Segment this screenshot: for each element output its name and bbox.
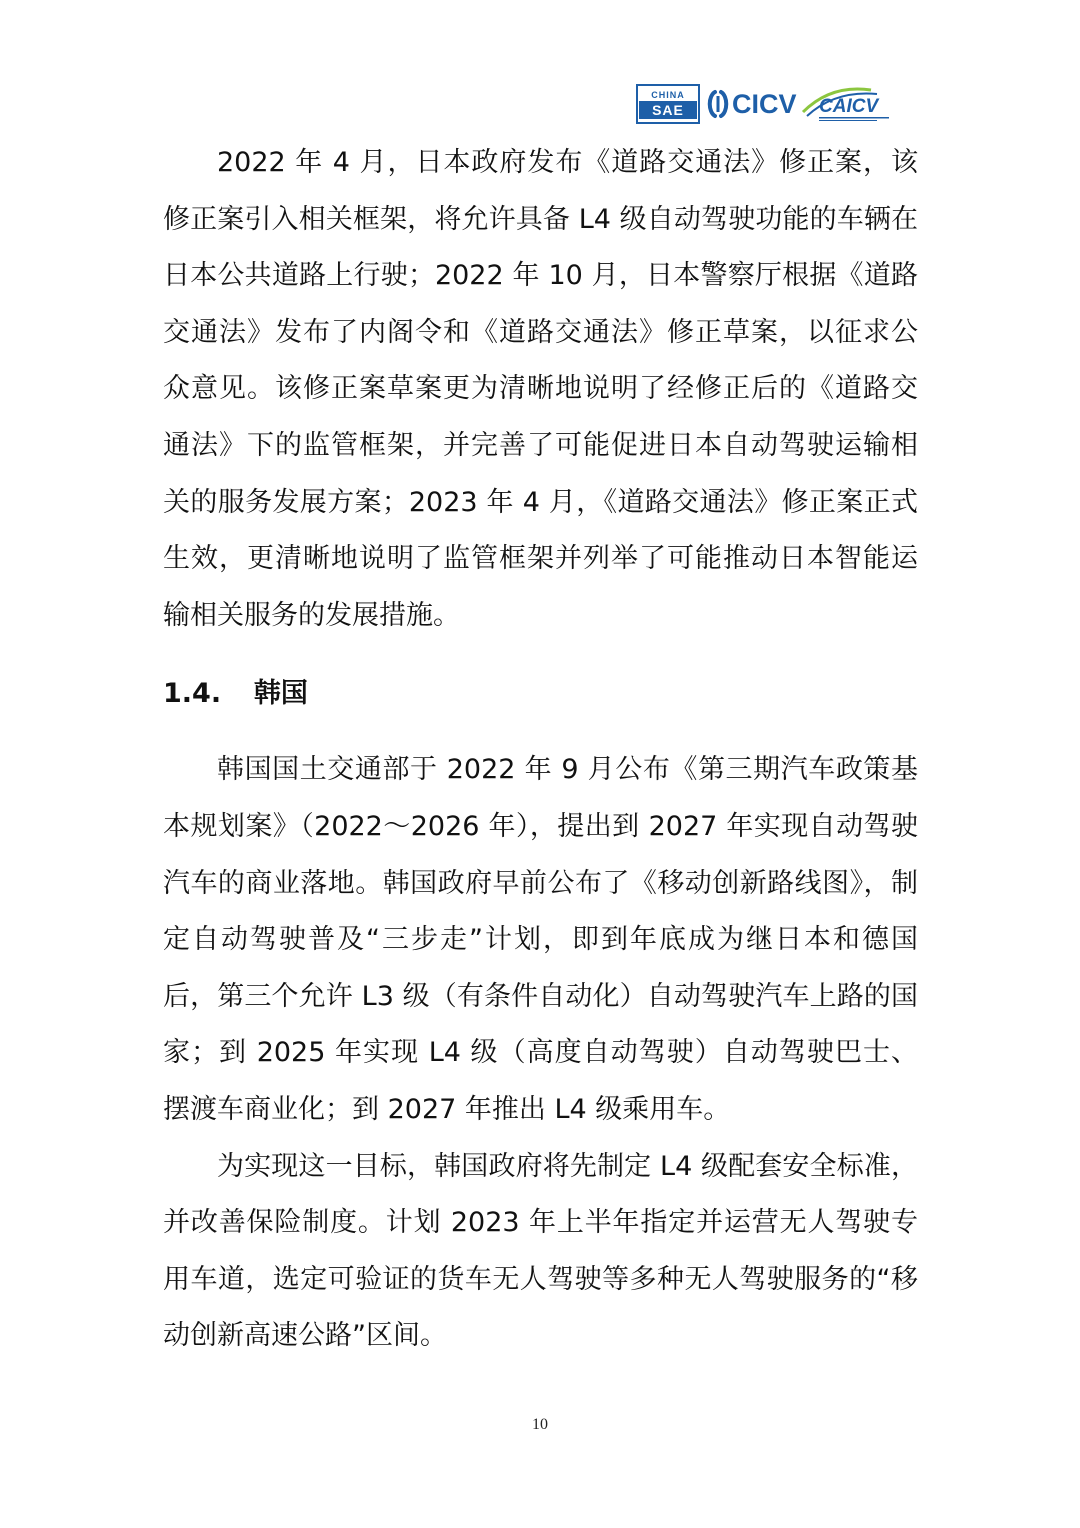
section-heading [163, 674, 918, 714]
document-body [163, 135, 918, 1365]
caicv-logo-text: CAICV [818, 96, 878, 117]
sae-logo-line2: SAE [639, 101, 697, 119]
china-sae-logo [636, 84, 700, 124]
caicv-logo [801, 82, 897, 126]
sae-logo-line1: CHINA [651, 89, 685, 100]
paragraph-korea-goal: 为实现这一目标，韩国政府将先制定 L4 级配套安全标准，并改善保险制度。计划 2023 年上半年指定并运营无人驾驶专用车道，选定可验证的货车无人驾驶等多种无人驾驶服务的“移动创新高速公路”区间。 [163, 1150, 918, 1352]
cicv-logo-text: CICV [732, 88, 797, 119]
paragraph-korea-plan: 韩国国土交通部于 2022 年 9 月公布《第三期汽车政策基本规划案》（2022～2026 年），提出到 2027 年实现自动驾驶汽车的商业落地。韩国政府早前公布了《移动创新路线图》，制定自动驾驶普及“三步走”计划，即到年底成为继日本和德国后，第三个允许 L3 级（有条件自动化）自动驾驶汽车上路的国家；到 2025 年实现 L4 级（高度自动驾驶）自动驾驶巴士、摆渡车商业化；到 2027 年推出 L4 级乘用车。 [163, 754, 918, 1125]
section-number: 1.4. [163, 678, 222, 710]
page-number: 10 [532, 1416, 548, 1433]
header-logos [636, 82, 908, 126]
section-title: 韩国 [253, 678, 308, 710]
cicv-mark-icon [706, 88, 730, 120]
paragraph-japan-law: 2022 年 4 月，日本政府发布《道路交通法》修正案，该修正案引入相关框架，将允许具备 L4 级自动驾驶功能的车辆在日本公共道路上行驶；2022 年 10 月，日本警察厅根据《道路交通法》发布了内阁令和《道路交通法》修正草案，以征求公众意见。该修正案草案更为清晰地说明了经修正后的《道路交通法》下的监管框架，并完善了可能促进日本自动驾驶运输相关的服务发展方案；2023 年 4 月，《道路交通法》修正案正式生效，更清晰地说明了监管框架并列举了可能推动日本智能运输相关服务的发展措施。 [163, 147, 918, 631]
